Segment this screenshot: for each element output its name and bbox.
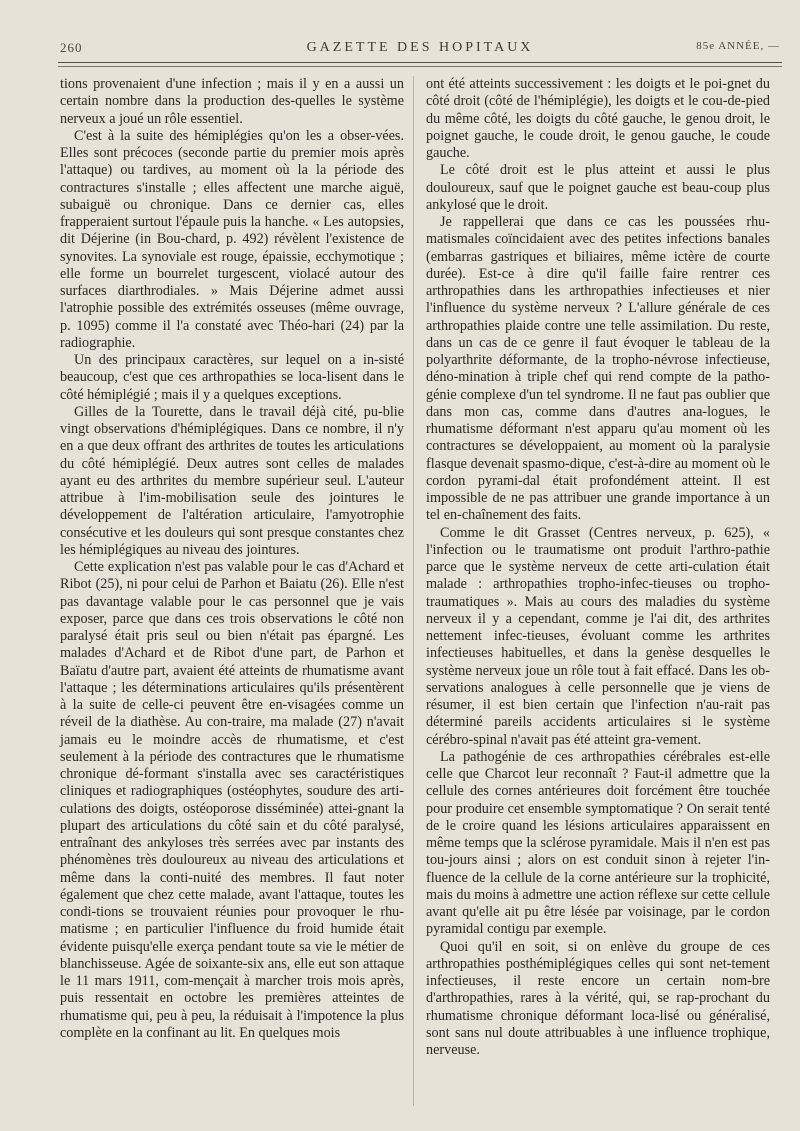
- column-divider: [413, 76, 414, 1106]
- paragraph: La pathogénie de ces arthropathies cérébrales est-elle celle que Charcot leur reconnaît ? Faut-il admettre que la cellule des cornes antérieures doit forcément être touchée pour produire cet ensemble symptomatique ? On serait tenté de le croire quand les lésions articulaires apparaissent en même temps que la sclérose pyramidale. Mais il n'en est pas tou-jours ainsi ; alors on est conduit sinon à rejeter l'in-fluence de la cellule de la corne antérieure sur la trophicité, mais du moins à admettre une action réflexe sur cette cellule avant qu'elle ait pu être lésée par voisinage, par le cordon pyramidal contigu par exemple.: [426, 748, 770, 938]
- paragraph: Gilles de la Tourette, dans le travail déjà cité, pu-blie vingt observations d'hémiplégiques. Dans ce nombre, il n'y en a que deux offrant des arthrites de toutes les articulations du côté hémiplégié. Deux autres sont celles de malades ayant eu des arthrites du membre supérieur seul. L'auteur attribue à l'im-mobilisation seule des jointures le développement de l'altération articulaire, l'amyotrophie consécutive et les douleurs qui sont presque constantes chez les hémiplégiques au niveau des jointures.: [60, 403, 404, 558]
- right-column: [426, 76, 770, 1059]
- paragraph: ont été atteints successivement : les doigts et le poi-gnet du côté droit (côté de l'hémiplégie), les doigts et le cou-de-pied du même côté, les doigts du côté gauche, le genou droit, le poignet gauche, le coude droit, le genou gauche, le coude gauche.: [426, 76, 770, 161]
- page-header: [60, 40, 780, 60]
- paragraph: Je rappellerai que dans ce cas les poussées rhu-matismales coïncidaient avec des petites infections banales (embarras gastriques et biliaires, même ictère de courte durée). Est-ce à dire qu'il faille faire rentrer ces arthropathies dans les arthropathies infectieuses et nier l'influence du système nerveux ? L'allure générale de ces arthropathies plaide contre une telle assimilation. Du reste, dans un cas de ce genre il faut évoquer le tableau de la polyarthrite déformante, de la tropho-névrose infectieuse, déno-mination à triple chef qui rend compte de la patho-génie complexe d'un tel syndrome. Il ne faut pas oublier que dans mon cas, comme dans d'autres ana-logues, le rhumatisme déformant n'est apparu qu'au moment où les contractures se développaient, au moment où la paralysie flasque devenait spasmo-dique, c'est-à-dire au moment où le cordon pyrami-dal était profondément atteint. Il est impossible de ne pas attribuer une grande importance à un tel en-chaînement des faits.: [426, 214, 770, 524]
- header-rule: [58, 62, 782, 63]
- paragraph: Cette explication n'est pas valable pour le cas d'Achard et Ribot (25), ni pour celui de Parhon et Baiatu (26). Elle n'est pas davantage valable pour le cas personnel que je vais exposer, parce que dans ces trois observations le côté non paralysé était pris seul ou bien n'était pas épargné. Les malades d'Achard et de Ribot d'une part, de Parhon et Baïatu d'autre part, avaient été atteints de rhumatisme avant l'attaque ; les déterminations articulaires qu'ils présentèrent à la suite de celle-ci peuvent être en-visagées comme un réveil de la diathèse. Au con-traire, ma malade (27) n'avait jamais eu le moindre accès de rhumatisme, et c'est seulement à la période des contractures que le rhumatisme chronique dé-formant s'installa avec ses caractéristiques cliniques et radiographiques (ostéophytes, soudure des arti-culations des doigts, ostéoporose disséminée) attei-gnant la plupart des articulations du côté sain et du côté paralysé, entraînant des ankyloses très serrées avec par instants des phénomènes très douloureux au niveau des articulations et même dans la conti-nuité des membres. Il faut noter également que chez cette malade, avant l'attaque, toutes les condi-tions se trouvaient réunies pour provoquer le rhu-matisme ; en particulier l'influence du froid humide était évidente puisqu'elle exerça pendant toute sa vie le métier de blanchisseuse. Agée de soixante-six ans, elle eut son attaque le 11 mars 1911, com-mençait à marcher trois mois après, puis ressentait en octobre les premières atteintes de rhumatisme qui, peu à peu, la réduisait à l'impotence la plus complète en la confinant au lit. En quelques mois: [60, 559, 404, 1041]
- journal-title: GAZETTE DES HOPITAUX: [306, 40, 534, 55]
- issue-year: 85e ANNÉE, —: [696, 40, 780, 52]
- paragraph: Quoi qu'il en soit, si on enlève du groupe de ces arthropathies posthémiplégiques celles qui sont net-tement infectieuses, il reste encore un certain nom-bre d'arthropathies, rares à la vérité, qui, se rap-prochant du rhumatisme chronique déformant loca-lisé ou généralisé, sont sans nul doute attribuables à une influence trophique, nerveuse.: [426, 938, 770, 1058]
- paragraph: Le côté droit est le plus atteint et aussi le plus douloureux, sauf que le poignet gauche est beau-coup plus ankylosé que le droit.: [426, 162, 770, 213]
- left-column: [60, 76, 404, 1042]
- paragraph: tions provenaient d'une infection ; mais il y en a aussi un certain nombre dans la production des-quelles le système nerveux a joué un rôle essentiel.: [60, 76, 404, 127]
- paragraph: Un des principaux caractères, sur lequel on a in-sisté beaucoup, c'est que ces arthropathies se loca-lisent dans le côté hémiplégié ; mais il y a quelques exceptions.: [60, 352, 404, 403]
- header-rule-thin: [58, 66, 782, 67]
- paragraph: C'est à la suite des hémiplégies qu'on les a obser-vées. Elles sont précoces (seconde partie du premier mois après l'attaque) ou tardives, au moment où la la période des contractures s'installe ; elles affectent une marche aiguë, subaiguë ou chronique. Dans ce dernier cas, elles frapperaient surtout l'épaule puis la hanche. « Les autopsies, dit Déjerine (in Bou-chard, p. 492) révèlent l'existence de synovites. La synoviale est rouge, épaissie, ecchymotique ; elle forme un bourrelet turgescent, violacé autour des surfaces diarthrodiales. » Mais Déjerine admet aussi l'atrophie possible des extrémités osseuses (même ouvrage, p. 1095) comme il l'a constaté avec Théo-hari (24) par la radiographie.: [60, 127, 404, 351]
- page-number: 260: [60, 40, 83, 55]
- paragraph: Comme le dit Grasset (Centres nerveux, p. 625), « l'infection ou le traumatisme ont produit l'arthro-pathie parce que le système nerveux de cette arti-culation était malade : arthropathies tropho-infec-tieuses ou tropho-traumatiques ». Mais au cours des maladies du système nerveux il y a cependant, comme je l'ai dit, des arthrites nettement infec-tieuses, évoluant comme les arthrites infectieuses habituelles, et dans la genèse desquelles le système nerveux joue un rôle tout à fait effacé. Dans les ob-servations analogues à celle personnelle que je viens de résumer, il est bien certain que l'infection n'au-rait pas déterminé pareils accidents articulaires si le système cérébro-spinal n'avait pas été atteint gra-vement.: [426, 524, 770, 748]
